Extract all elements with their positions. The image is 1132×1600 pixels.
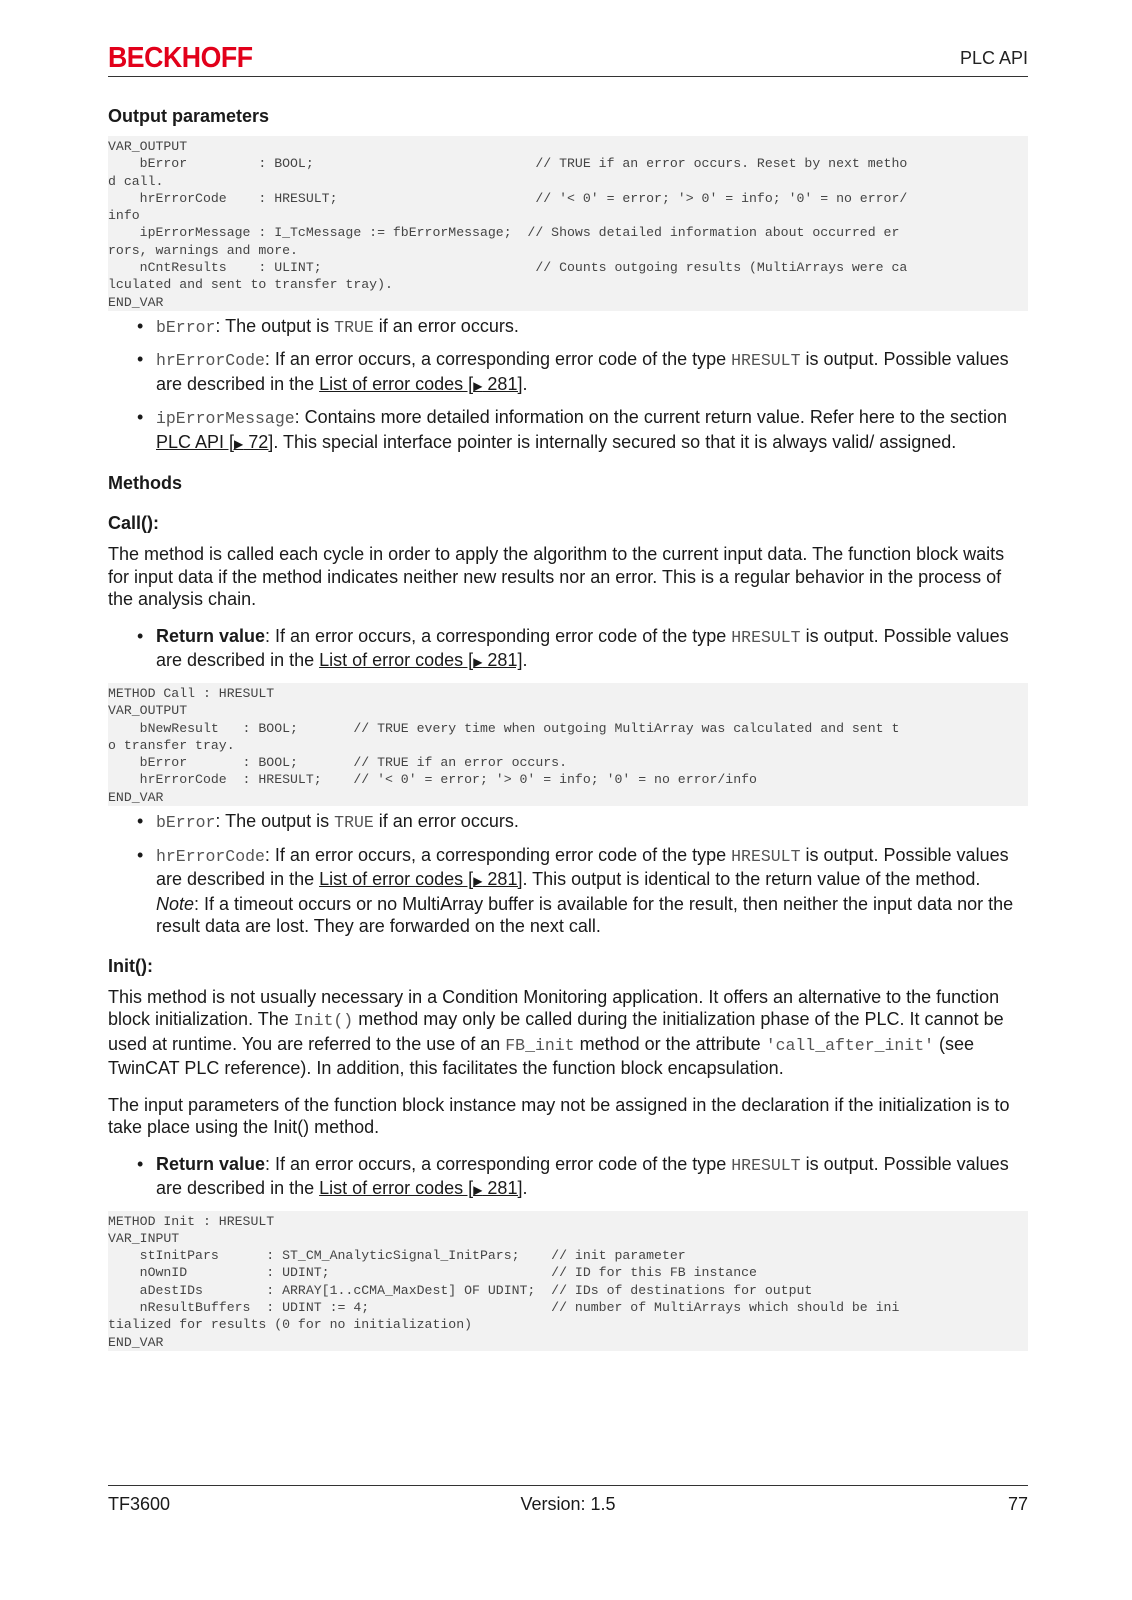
beckhoff-logo: BECKHOFF <box>108 42 253 74</box>
call-return-list <box>108 625 1028 674</box>
init-code: METHOD Init : HRESULT VAR_INPUT stInitPars : ST_CM_AnalyticSignal_InitPars; // init parameter nOwnID : UDINT; // ID for this FB instance aDestIDs : ARRAY[1..cCMA_MaxDest] OF UDINT; // IDs of destinations for output nResultBuffers : UDINT := 4; // number of MultiArrays which should be ini tialized for results (0 for no initialization) END_VAR <box>108 1211 1028 1351</box>
page-number: 77 <box>1007 1494 1028 1514</box>
plc-api-link[interactable]: PLC API [▶ 72] <box>156 431 274 452</box>
section-title: PLC API <box>959 48 1028 68</box>
call-code: METHOD Call : HRESULT VAR_OUTPUT bNewResult : BOOL; // TRUE every time when outgoing MultiArray was calculated and sent t o transfer tray. bError : BOOL; // TRUE if an error occurs. hrErrorCode : HRESULT; // '< 0' = error; '> 0' = info; '0' = no error/info END_VAR <box>108 683 1028 806</box>
call-heading: Call(): <box>108 513 159 534</box>
page-arrow-icon: ▶ <box>473 655 483 670</box>
list-item: • hrErrorCode: If an error occurs, a corresponding error code of the type HRESULT is output. Possible values are described in the List of error codes [▶ 281]. This output is identical to the return value of the method. Note: If a timeout occurs or no MultiArray buffer is available for the result, then neither the input data nor the result data are lost. They are forwarded on the next call. <box>108 844 1028 938</box>
list-item: • bError: The output is TRUE if an error occurs. <box>108 315 1028 340</box>
output-parameters-list <box>108 315 1028 456</box>
list-item: • hrErrorCode: If an error occurs, a corresponding error code of the type HRESULT is output. Possible values are described in the List of error codes [▶ 281]. <box>108 348 1028 397</box>
init-inputs-note: The input parameters of the function block instance may not be assigned in the declaration if the initialization is to take place using the Init() method. <box>108 1094 1010 1138</box>
page-header <box>108 42 1028 77</box>
error-codes-link[interactable]: List of error codes [▶ 281] <box>319 373 523 394</box>
error-codes-link[interactable]: List of error codes [▶ 281] <box>319 650 523 671</box>
call-output-list <box>108 810 1028 938</box>
product-name: TF3600 <box>108 1494 171 1514</box>
page-arrow-icon: ▶ <box>473 378 483 393</box>
version-label: Version: 1.5 <box>520 1494 616 1514</box>
error-codes-link[interactable]: List of error codes [▶ 281] <box>319 869 523 890</box>
page-arrow-icon: ▶ <box>473 874 483 889</box>
list-item: • bError: The output is TRUE if an error occurs. <box>108 810 1028 835</box>
error-codes-link[interactable]: List of error codes [▶ 281] <box>319 1178 523 1199</box>
note-label: Note <box>156 893 195 914</box>
page-arrow-icon: ▶ <box>473 1183 483 1198</box>
methods-heading: Methods <box>108 473 182 494</box>
document-page <box>108 0 1028 1600</box>
output-parameters-code: VAR_OUTPUT bError : BOOL; // TRUE if an error occurs. Reset by next metho d call. hrErrorCode : HRESULT; // '< 0' = error; '> 0' = info; '0' = no error/ info ipErrorMessage : I_TcMessage := fbErrorMessage; // Shows detailed information about occurred er rors, warnings and more. nCntResults : ULINT; // Counts outgoing results (MultiArrays were ca lculated and sent to transfer tray). END_VAR <box>108 136 1028 311</box>
call-description: The method is called each cycle in order to apply the algorithm to the current input data. The function block waits for input data if the method indicates neither new results nor an error. This is a regular behavior in the process of the analysis chain. <box>108 544 1005 610</box>
page-footer <box>108 1485 1028 1526</box>
page-content <box>108 104 1028 1355</box>
list-item: • Return value: If an error occurs, a corresponding error code of the type HRESULT is output. Possible values are described in the List of error codes [▶ 281]. <box>108 1153 1028 1202</box>
page-arrow-icon: ▶ <box>234 436 244 451</box>
init-return-list <box>108 1153 1028 1202</box>
output-parameters-heading: Output parameters <box>108 106 270 126</box>
init-description: This method is not usually necessary in a Condition Monitoring application. It offers an alternative to the function block initialization. The Init() method may only be called during the initialization phase of the PLC. It cannot be used at runtime. You are referred to the use of an FB_init method or the attribute 'call_after_init' (see TwinCAT PLC reference). In addition, this facilitates the function block encapsulation. <box>108 986 1004 1079</box>
list-item: • Return value: If an error occurs, a corresponding error code of the type HRESULT is output. Possible values are described in the List of error codes [▶ 281]. <box>108 625 1028 674</box>
init-heading: Init(): <box>108 955 153 976</box>
list-item: • ipErrorMessage: Contains more detailed information on the current return value. Refer here to the section PLC API [▶ 72]. This special interface pointer is internally secured so that it is always valid/ assigned. <box>108 406 1028 455</box>
